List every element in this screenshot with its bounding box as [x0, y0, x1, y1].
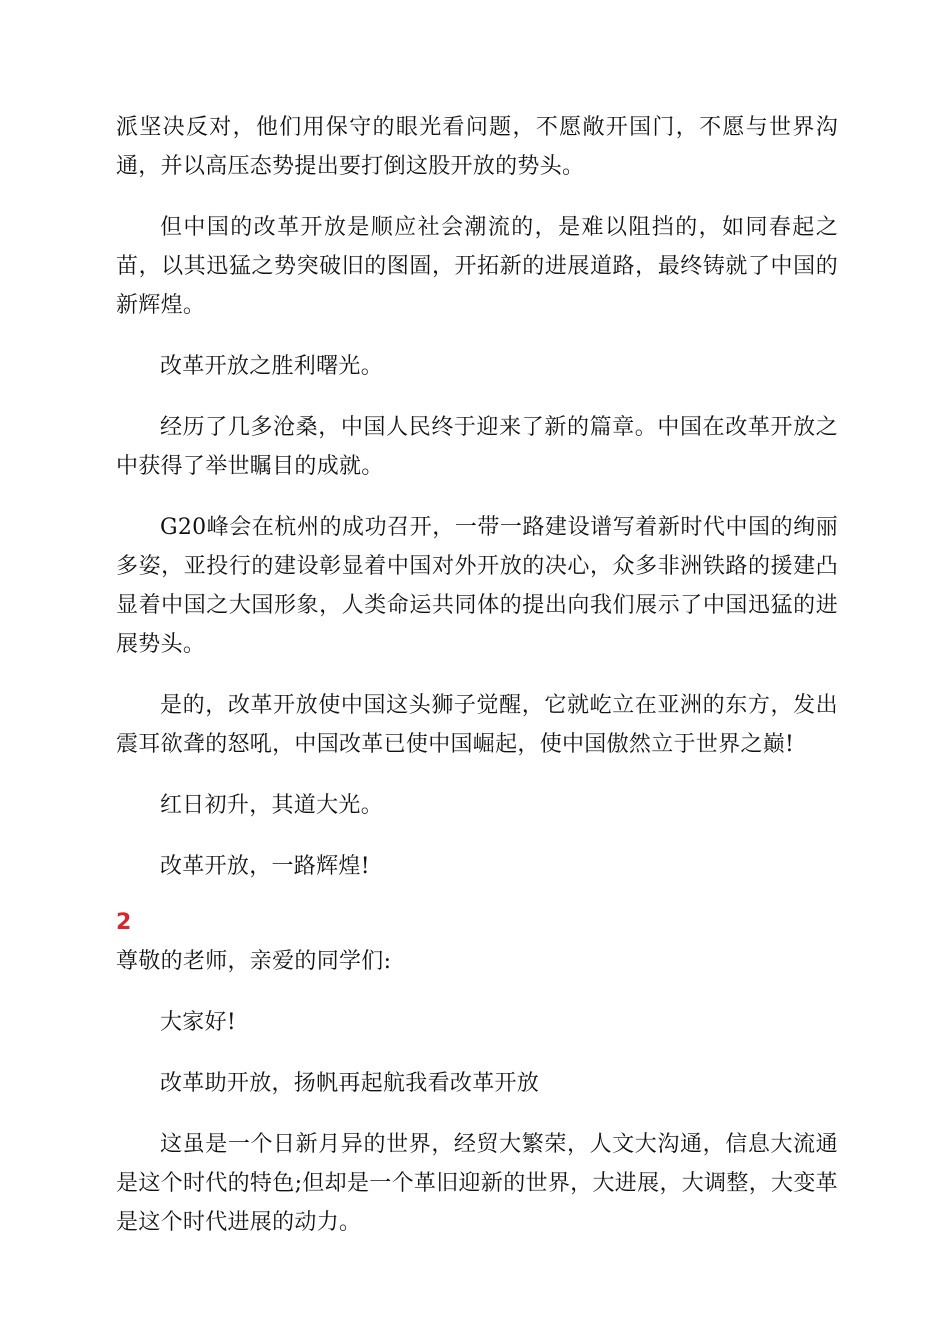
- paragraph: 红日初升，其道大光。: [160, 793, 384, 818]
- paragraph: 改革开放之胜利曙光。: [160, 354, 384, 379]
- paragraph: 是的，改革开放使中国这头狮子觉醒，它就屹立在亚洲的东方，发出震耳欲聋的怒吼，中国改革已使中国崛起，使中国傲然立于世界之巅!: [116, 693, 838, 757]
- paragraph: G20峰会在杭州的成功召开，一带一路建设谱写着新时代中国的绚丽多姿，亚投行的建设彰显着中国对外开放的决心，众多非洲铁路的援建凸显着中国之大国形象，人类命运共同体的提出向我们展示了中国迅猛的进展势头。: [116, 515, 838, 657]
- paragraph: 经历了几多沧桑，中国人民终于迎来了新的篇章。中国在改革开放之中获得了举世瞩目的成就。: [116, 415, 838, 479]
- paragraph-continuation: 派坚决反对，他们用保守的眼光看问题，不愿敞开国门，不愿与世界沟通，并以高压态势提出要打倒这股开放的势头。: [116, 115, 838, 179]
- paragraph: 这虽是一个日新月异的世界，经贸大繁荣，人文大沟通，信息大流通是这个时代的特色;但却是一个革旧迎新的世界，大进展，大调整，大变革是这个时代进展的动力。: [116, 1132, 838, 1235]
- paragraph: 大家好!: [160, 1010, 237, 1035]
- paragraph: 但中国的改革开放是顺应社会潮流的，是难以阻挡的，如同春起之苗，以其迅猛之势突破旧的图圄，开拓新的进展道路，最终铸就了中国的新辉煌。: [116, 215, 838, 318]
- section-number: 2: [116, 910, 132, 935]
- paragraph: 改革助开放，扬帆再起航我看改革开放: [160, 1071, 540, 1096]
- paragraph: 改革开放，一路辉煌!: [160, 854, 370, 879]
- greeting: 尊敬的老师，亲爱的同学们:: [116, 949, 392, 974]
